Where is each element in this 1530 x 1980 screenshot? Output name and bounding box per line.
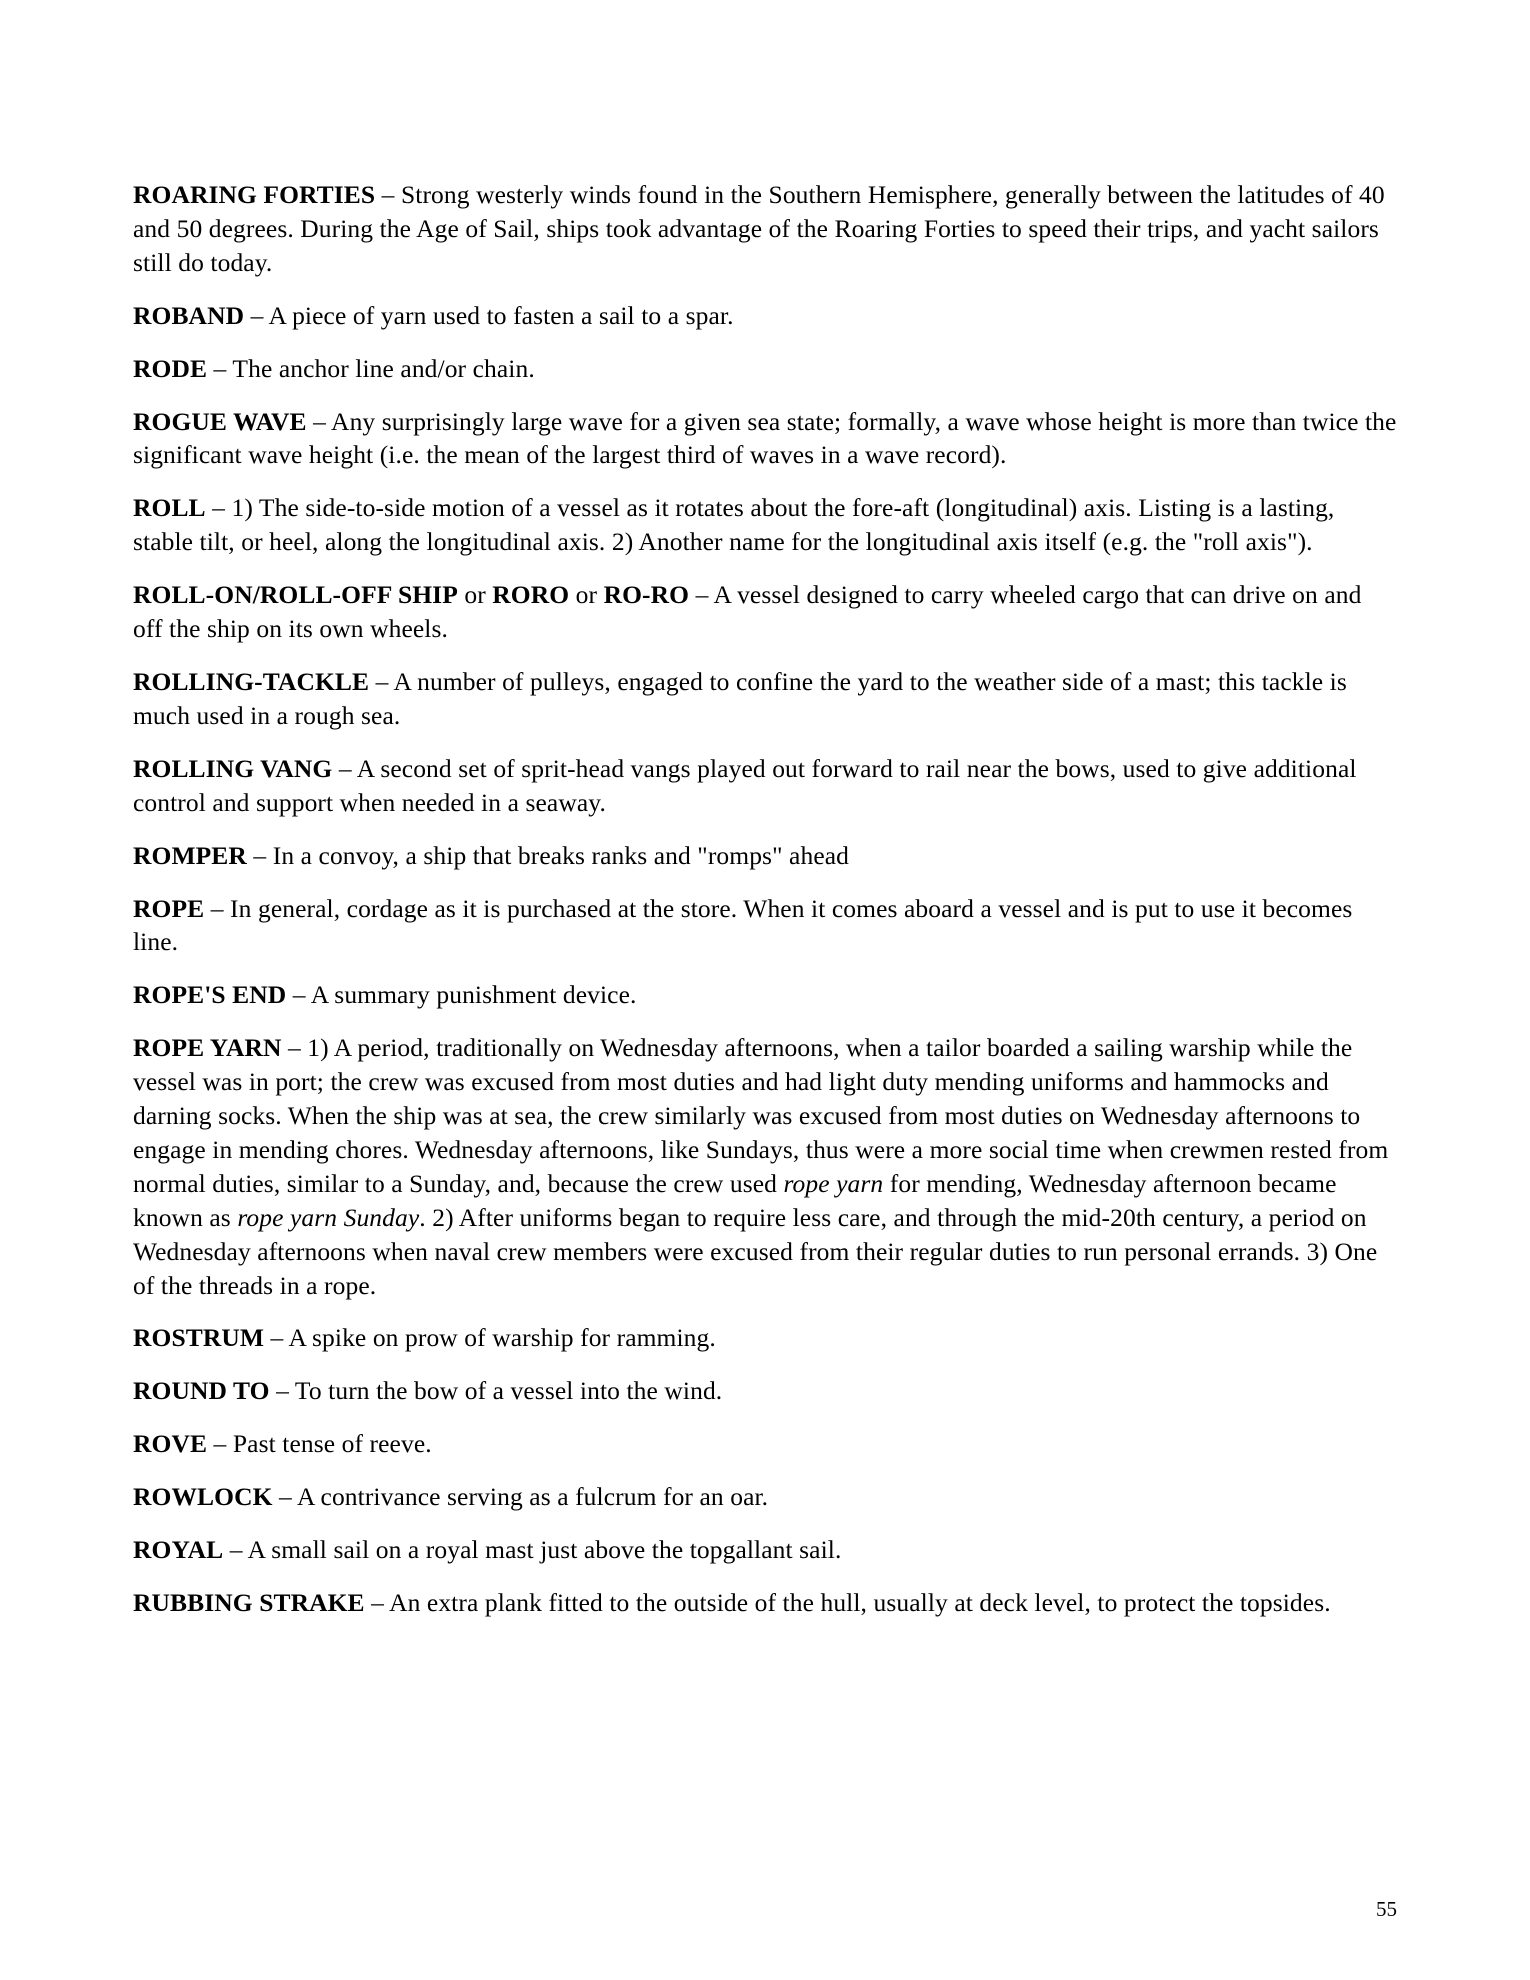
entry-term: ROSTRUM — [133, 1323, 265, 1353]
entry-term: ROPE YARN — [133, 1033, 282, 1063]
entry-definition: – Any surprisingly large wave for a given sea state; formally, a wave whose height is more than twice the significant wave height (i.e. the mean of the largest third of waves in a wave record). — [133, 406, 1397, 470]
entry-term: ROLL-ON/ROLL-OFF SHIP — [133, 580, 458, 610]
entry-definition: – In a convoy, a ship that breaks ranks and "romps" ahead — [246, 840, 850, 870]
entry-definition: – In general, cordage as it is purchased at the store. When it comes aboard a vessel and is put to use it becomes line. — [133, 893, 1353, 957]
entry-term: ROPE'S END — [133, 980, 287, 1010]
entry-term: ROWLOCK — [133, 1482, 273, 1512]
entry-definition: – The anchor line and/or chain. — [207, 353, 535, 383]
entry-term: ROARING FORTIES — [133, 180, 376, 209]
entry-definition-part: for mending, Wednesday afternoon became known as — [133, 1168, 1337, 1232]
entry-definition: – A contrivance serving as a fulcrum for an oar. — [272, 1482, 769, 1512]
entry-definition-part: . 2) After uniforms began to require less care, and through the mid-20th century, a period on Wednesday afternoons when naval crew members were excused from their regular duties to run personal errands. 3) One of the threads in a rope. — [133, 1202, 1378, 1300]
entry-definition: – A small sail on a royal mast just above the topgallant sail. — [223, 1535, 842, 1565]
entry-term-separator: or — [569, 580, 604, 610]
entry-term: ROYAL — [133, 1535, 224, 1565]
page-number: 55 — [1376, 1897, 1397, 1921]
entry-definition: – A number of pulleys, engaged to confine the yard to the weather side of a mast; this tackle is much used in a rough sea. — [133, 666, 1347, 730]
entry-term: ROLLING VANG — [133, 753, 333, 783]
entry-italic-phrase: rope yarn — [783, 1168, 884, 1198]
entry-term-separator: or — [457, 580, 493, 610]
glossary-entry — [133, 1031, 1397, 1302]
glossary-entry — [133, 578, 1397, 646]
glossary-entry — [133, 1480, 1397, 1514]
glossary-entry — [133, 1321, 1397, 1355]
glossary-entry — [133, 978, 1397, 1012]
entry-definition: – A vessel designed to carry wheeled cargo that can drive on and off the ship on its own wheels. — [133, 580, 1362, 644]
glossary-entry — [133, 752, 1397, 820]
entry-definition: – 1) The side-to-side motion of a vessel as it rotates about the fore-aft (longitudinal) axis. Listing is a lasting, stable tilt, or heel, along the longitudinal axis. 2) Another name for the longitudinal axis itself (e.g. the "roll axis"). — [133, 493, 1335, 557]
entry-term-alt: RO-RO — [603, 580, 690, 610]
glossary-entry — [133, 491, 1397, 559]
entry-term: RODE — [133, 353, 208, 383]
entry-term: ROUND TO — [133, 1376, 270, 1406]
entry-definition: – A piece of yarn used to fasten a sail to a spar. — [244, 300, 734, 330]
entry-term: ROBAND — [133, 300, 245, 330]
glossary-entry — [133, 299, 1397, 333]
glossary-entry — [133, 892, 1397, 960]
glossary-entry — [133, 839, 1397, 873]
entry-term: ROVE — [133, 1429, 208, 1459]
entry-term: ROPE — [133, 893, 205, 923]
entry-definition: – A spike on prow of warship for ramming. — [264, 1323, 716, 1353]
entry-term: ROLL — [133, 493, 206, 523]
entry-term: ROMPER — [133, 840, 247, 870]
entry-term: ROLLING-TACKLE — [133, 666, 370, 696]
entry-definition: – A second set of sprit-head vangs played out forward to rail near the bows, used to give additional control and support when needed in a seaway. — [133, 753, 1357, 817]
entry-definition: – A summary punishment device. — [286, 980, 637, 1010]
entry-definition: – Past tense of reeve. — [207, 1429, 432, 1459]
glossary-entry — [133, 1374, 1397, 1408]
glossary-entry — [133, 1533, 1397, 1567]
glossary-entry — [133, 1427, 1397, 1461]
glossary-entry — [133, 1586, 1397, 1620]
entry-definition: – Strong westerly winds found in the Southern Hemisphere, generally between the latitudes of 40 and 50 degrees. During the Age of Sail, ships took advantage of the Roaring Forties to speed their trips, and yacht sailors still do today. — [133, 180, 1385, 277]
entry-italic-phrase: rope yarn Sunday — [237, 1202, 420, 1232]
entry-definition: – An extra plank fitted to the outside of the hull, usually at deck level, to protect the topsides. — [364, 1588, 1331, 1617]
entry-definition: – To turn the bow of a vessel into the wind. — [269, 1376, 723, 1406]
glossary-entry — [133, 665, 1397, 733]
glossary-entry — [133, 178, 1397, 280]
entry-term-alt: RORO — [492, 580, 570, 610]
glossary-entry — [133, 405, 1397, 473]
entry-term: ROGUE WAVE — [133, 406, 307, 436]
entry-definition-part: – 1) A period, traditionally on Wednesday afternoons, when a tailor boarded a sailing warship while the vessel was in port; the crew was excused from most duties and had light duty mending uniforms and hammocks and darning socks. When the ship was at sea, the crew similarly was excused from most duties on Wednesday afternoons to engage in mending chores. Wednesday afternoons, like Sundays, thus were a more social time when crewmen rested from normal duties, similar to a Sunday, and, because the crew used — [133, 1033, 1389, 1198]
entry-term: RUBBING STRAKE — [133, 1588, 365, 1617]
glossary-entry — [133, 352, 1397, 386]
